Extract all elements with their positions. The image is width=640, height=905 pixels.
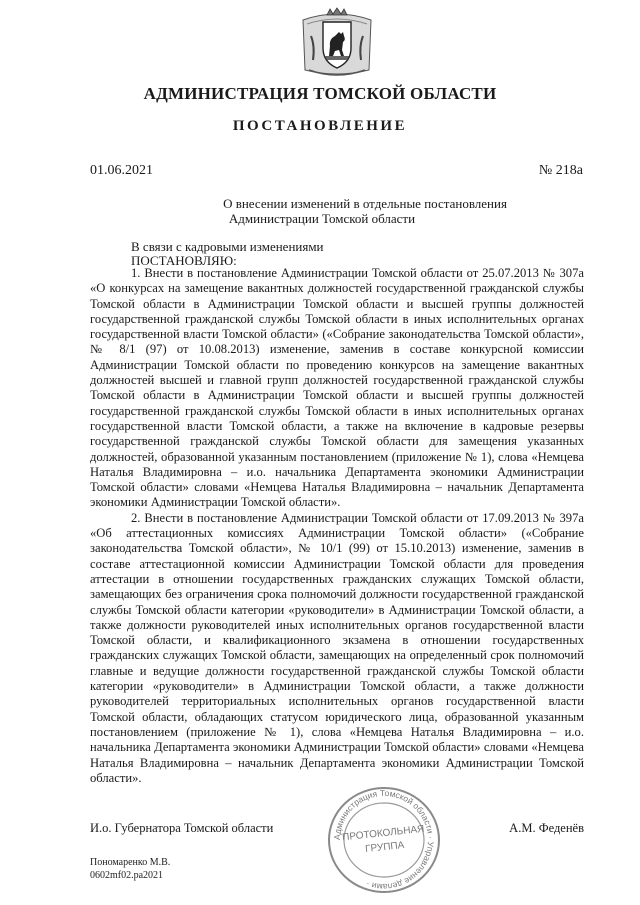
- document-body: [90, 266, 584, 786]
- stamp-line-1: ПРОТОКОЛЬНАЯ: [341, 823, 425, 844]
- agency-title: АДМИНИСТРАЦИЯ ТОМСКОЙ ОБЛАСТИ: [143, 84, 497, 103]
- paragraph-item-2: 2. Внести в постановление Администрации Томской области от 17.09.2013 № 397а «Об аттестационных комиссиях Администрации Томской области» («Собрание законодательства Томской области», № 10/1 (99) от 15.10.2013) изменение, заменив в составе аттестационной комиссии Администрации Томской области для проведения аттестации в отношении государственных гражданских служащих Томской области, замещающих без ограничения срока полномочий должности государственной гражданской службы Томской области категории «руководители» в Администрации Томской области, а также должности руководителей иных исполнительных органов государственной власти Томской области, и квалификационного экзамена в отношении государственных гражданских служащих Томской области, замещающих на определенный срок полномочий главные и ведущие должности государственной гражданской службы Томской области категории «руководители» в Администрации Томской области, а также должности руководителей территориальных исполнительных органов государственной власти Томской области, обладающих статусом юридического лица, образованной указанным постановлением (приложение № 1), слова «Немцева Наталья Владимировна – и.о. начальника Департамента экономики Администрации Томской области» словами «Немцева Наталья Владимировна – начальник Департамента экономики Администрации Томской области».: [90, 510, 584, 785]
- stamp-line-2: ГРУППА: [364, 839, 405, 855]
- subject-line-2: Администрации Томской области: [228, 211, 416, 226]
- executor-name: Пономаренко М.В.: [90, 857, 171, 868]
- preamble-reason: В связи с кадровыми изменениями: [131, 239, 324, 254]
- document-number: № 218а: [538, 163, 583, 178]
- signatory-title: И.о. Губернатора Томской области: [90, 821, 274, 835]
- executor-file: 0602mf02.ра2021: [90, 870, 164, 881]
- coat-of-arms-icon: [299, 6, 375, 82]
- stamp-ring-text: Администрация Томской области · Управление делами ·: [331, 787, 437, 893]
- protocol-stamp: [323, 784, 445, 896]
- document-date: 01.06.2021: [90, 163, 153, 178]
- signatory-name: А.М. Феденёв: [509, 821, 584, 835]
- subject-line-1: О внесении изменений в отдельные постановления: [223, 196, 507, 211]
- document-type: ПОСТАНОВЛЕНИЕ: [232, 118, 408, 134]
- paragraph-item-1: 1. Внести в постановление Администрации Томской области от 25.07.2013 № 307а «О конкурсах на замещение вакантных должностей государственной гражданской службы Томской области в Администрации Томской области и высшей группы должностей государственной гражданской службы Томской области в иных исполнительных органах государственной власти Томской области» («Собрание законодательства Томской области», № 8/1 (97) от 10.08.2013) изменение, заменив в составе конкурсной комиссии Администрации Томской области по проведению конкурсов на замещение вакантных должностей высшей и главной групп должностей государственной гражданской службы Томской области в Администрации Томской области и высшей группы должностей государственной гражданской службы Томской области в иных исполнительных органах государственной власти Томской области, а также на включение в кадровые резервы государственной гражданской службы Томской области для замещения указанных должностей, образованной указанным постановлением (приложение № 1), слова «Немцева Наталья Владимировна – и.о. начальника Департамента экономики Администрации Томской области» словами «Немцева Наталья Владимировна – начальник Департамента экономики Администрации Томской области».: [90, 266, 584, 510]
- preamble-decree: ПОСТАНОВЛЯЮ:: [131, 253, 237, 268]
